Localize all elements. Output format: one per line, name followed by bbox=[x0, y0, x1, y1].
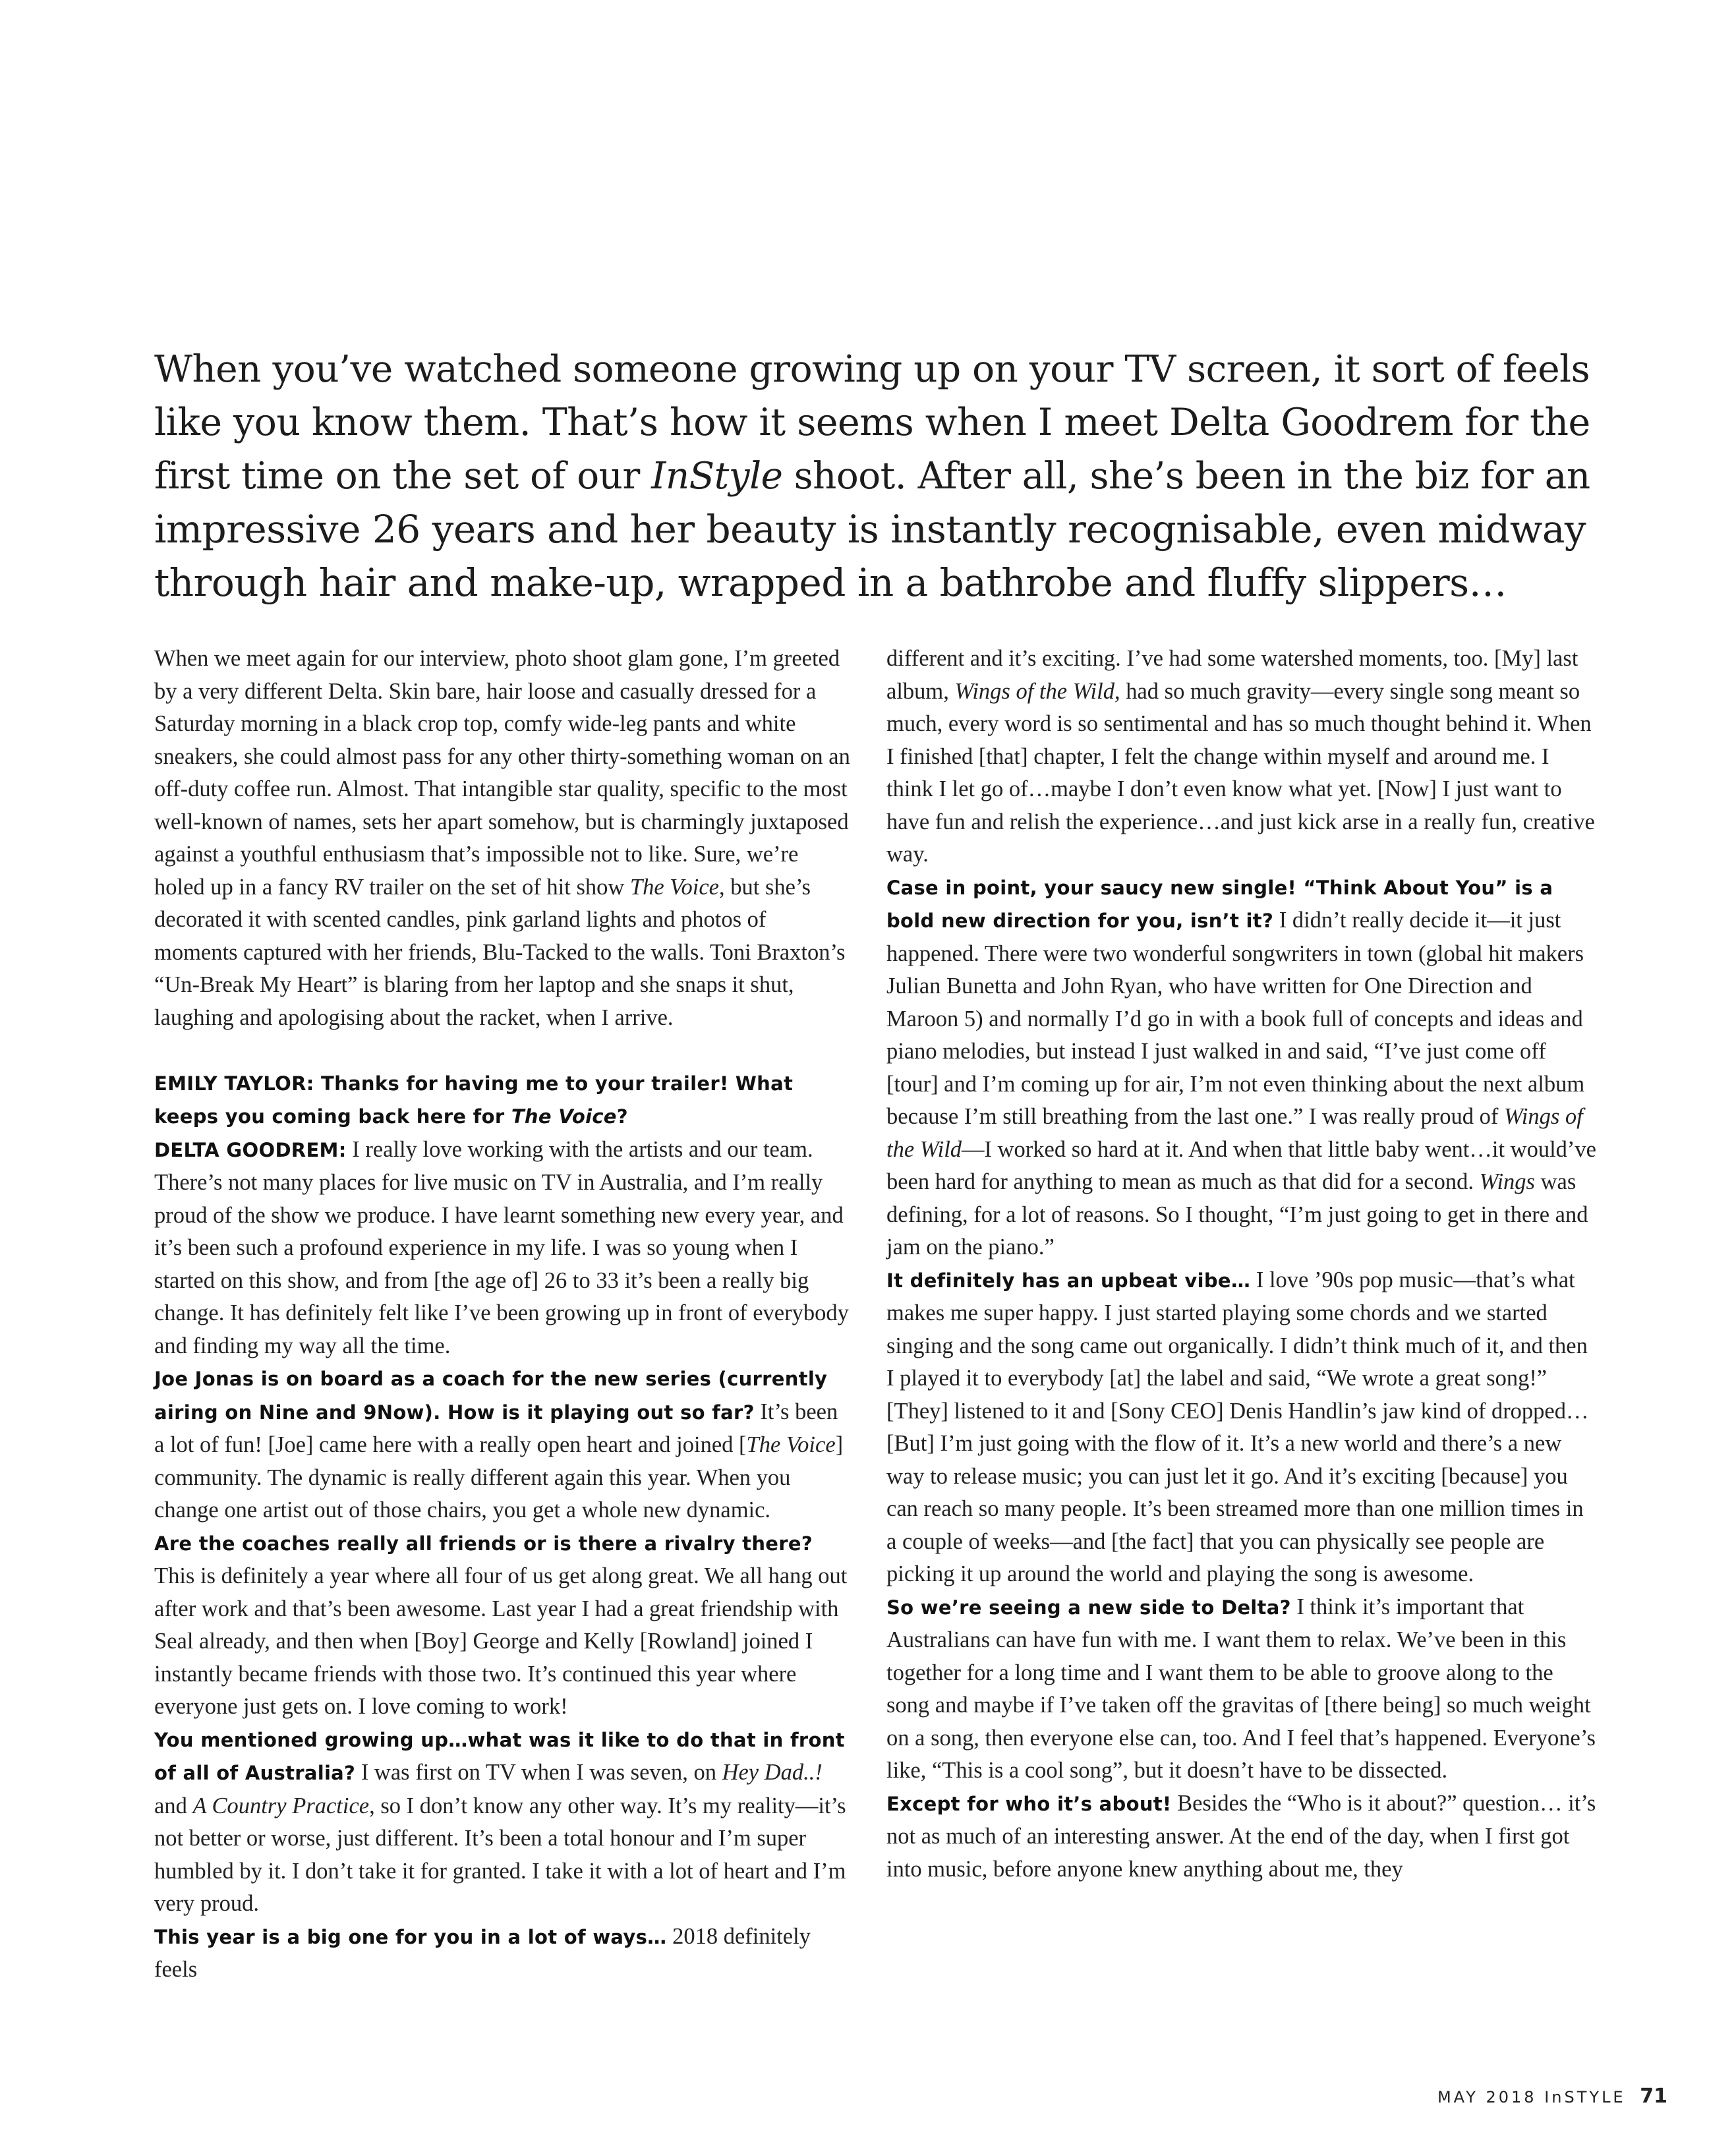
body-text: first time on the set of our bbox=[154, 455, 652, 498]
body-text: , so I don’t know any other way. It’s my reality—it’s not better or worse, just different. It’s been a total honour and I’m super humbled by it. I don’t take it for granted. I take it with a lot of heart and I’m very proud. bbox=[154, 1793, 846, 1916]
body-text: I didn’t really decide it—it just happened. There were two wonderful songwriters in town (global hit makers Julian Bunetta and John Ryan, who have written for One Direction and Maroon 5) and normally I’d go in with a book full of concepts and ideas and piano melodies, but instead I just walked in and said, “I’ve just come off [tour] and I’m coming up for air, I’m not even thinking about the next album because I’m still breathing from the last one.” I was really proud of bbox=[886, 908, 1585, 1129]
body-text: , had so much gravity—every single song meant so much, every word is so sentimental and has so much thought behind it. When I finished [that] chapter, I felt the change within myself and around me. I think I let go of…maybe I don’t even know what yet. [Now] I just want to have fun and relish the experience…and just kick arse in a really fun, creative way. bbox=[886, 678, 1595, 867]
body-text: ] community. The dynamic is really different again this year. When you change one artist out of those chairs, you get a whole new dynamic. bbox=[154, 1432, 844, 1523]
paragraph-gap bbox=[154, 1034, 853, 1067]
body-text: was defining, for a lot of reasons. So I thought, “I’m just going to get in there and jam on the piano.” bbox=[886, 1169, 1588, 1260]
article-paragraph bbox=[886, 643, 1598, 871]
body-text: Wings of the Wild bbox=[954, 678, 1114, 704]
body-text: Wings bbox=[1479, 1169, 1535, 1194]
body-text: , but she’s decorated it with scented candles, pink garland lights and photos of moments captured with her friends, Blu-Tacked to the walls. Toni Braxton’s “Un-Break My Heart” is blaring from her laptop and she snaps it shut, laughing and apologising about the racket, when I arrive. bbox=[154, 874, 846, 1030]
question-text: The Voice bbox=[511, 1105, 617, 1128]
question-text: EMILY TAYLOR: Thanks for having me to your trailer! What keeps you coming back here for bbox=[154, 1072, 794, 1128]
article-paragraph bbox=[886, 1264, 1598, 1591]
body-text: It’s been a lot of fun! [Joe] came here with a really open heart and joined [ bbox=[154, 1399, 838, 1457]
article-paragraph bbox=[886, 1591, 1598, 1787]
body-text: The Voice bbox=[629, 874, 719, 900]
question-text: This year is a big one for you in a lot of ways… bbox=[154, 1925, 667, 1948]
body-text: impressive 26 years and her beauty is instantly recognisable, even midway bbox=[154, 507, 1586, 552]
article-paragraph bbox=[154, 1921, 853, 1987]
question-text: It definitely has an upbeat vibe… bbox=[886, 1269, 1251, 1292]
article-paragraph bbox=[154, 1067, 853, 1134]
body-text: I really love working with the artists and our team. There’s not many places for live music on TV in Australia, and I’m really proud of the show we produce. I have learnt something new every year, and it’s been such a profound experience in my life. I was so young when I started on this show, and from [the age of] 26 to 33 it’s been a really big change. It has definitely felt like I’ve been growing up in front of everybody and finding my way all the time. bbox=[154, 1136, 849, 1358]
folio-issue: MAY 2018 bbox=[1437, 2088, 1537, 2106]
body-text: I think it’s important that Australians can have fun with me. I want them to relax. We’ve been in this together for a long time and I want them to be able to groove along to the song and maybe if I’ve taken off the gravitas of [there being] so much weight on a song, then everyone else can, too. And I feel that’s happened. Everyone’s like, “This is a cool song”, but it doesn’t have to be dissected. bbox=[886, 1594, 1596, 1783]
article-paragraph bbox=[886, 871, 1598, 1264]
body-text: and bbox=[154, 1793, 193, 1818]
body-text: I love ’90s pop music—that’s what makes me super happy. I just started playing some chords and we started singing and the song came out organically. I didn’t think much of it, and then I played it to everybody [at] the label and said, “We wrote a great song!” [They] listened to it and [Sony CEO] Denis Handlin’s jaw kind of dropped…[But] I’m just going with the flow of it. It’s a new world and there’s a new way to release music; you can just let it go. And it’s exciting [because] you can reach so many people. It’s been streamed more than one million times in a couple of weeks—and [the fact] that you can physically see people are picking it up around the world and playing the song is awesome. bbox=[886, 1267, 1589, 1586]
question-text: Except for who it’s about! bbox=[886, 1792, 1172, 1815]
intro-line bbox=[154, 556, 1591, 610]
question-text: ? bbox=[616, 1105, 628, 1128]
intro-line bbox=[154, 343, 1591, 396]
page-folio bbox=[1437, 2085, 1667, 2108]
body-text: This is definitely a year where all four of us get along great. We all hang out after work and that’s been awesome. Last year I had a great friendship with Seal already, and then when [Boy] George and Kelly [Rowland] joined I instantly became friends with those two. It’s continued this year where everyone just gets on. I love coming to work! bbox=[154, 1563, 848, 1719]
article-paragraph bbox=[154, 1134, 853, 1363]
body-text: The Voice bbox=[746, 1432, 836, 1457]
body-text: I was first on TV when I was seven, on bbox=[355, 1760, 722, 1785]
body-text: Besides the “Who is it about?” question… it’s not as much of an interesting answer. At the end of the day, when I first got into music, before anyone knew anything about me, they bbox=[886, 1790, 1596, 1882]
body-text: Wings of the Wild bbox=[886, 1104, 1583, 1162]
body-text: A Country Practice bbox=[192, 1793, 370, 1818]
intro-line bbox=[154, 450, 1591, 503]
question-text: Case in point, your saucy new single! “Think About You” is a bold new direction for you, isn’t it? bbox=[886, 876, 1553, 932]
article-paragraph bbox=[154, 1724, 853, 1921]
intro-standfirst bbox=[154, 343, 1591, 610]
article-column-right bbox=[886, 643, 1598, 1886]
body-text: —I worked so hard at it. And when that little baby went…it would’ve been hard for anything to mean as much as that did for a second. bbox=[886, 1136, 1596, 1194]
question-text: Are the coaches really all friends or is there a rivalry there? bbox=[154, 1532, 813, 1555]
body-text: different and it’s exciting. I’ve had some watershed moments, too. [My] last album, bbox=[886, 646, 1578, 704]
article-paragraph bbox=[154, 643, 853, 1034]
body-text: like you know them. That’s how it seems when I meet Delta Goodrem for the bbox=[154, 401, 1590, 444]
question-text: So we’re seeing a new side to Delta? bbox=[886, 1596, 1291, 1619]
question-text: Joe Jonas is on board as a coach for the new series (currently airing on Nine and 9Now). How is it playing out so far? bbox=[154, 1368, 828, 1424]
body-text: When you’ve watched someone growing up on your TV screen, it sort of feels bbox=[154, 348, 1590, 391]
intro-line bbox=[154, 396, 1591, 450]
article-column-left bbox=[154, 643, 853, 1987]
body-text: shoot. After all, she’s been in the biz for an bbox=[782, 455, 1590, 498]
folio-magazine: InSTYLE bbox=[1544, 2088, 1626, 2106]
article-paragraph bbox=[154, 1527, 853, 1724]
body-text: through hair and make-up, wrapped in a bathrobe and fluffy slippers… bbox=[154, 560, 1507, 605]
question-text: DELTA GOODREM: bbox=[154, 1138, 347, 1161]
article-paragraph bbox=[886, 1787, 1598, 1886]
folio-page-number: 71 bbox=[1640, 2085, 1667, 2108]
article-paragraph bbox=[154, 1362, 853, 1527]
body-text: 2018 definitely feels bbox=[154, 1923, 811, 1982]
body-text: Hey Dad..! bbox=[722, 1760, 823, 1785]
body-text: When we meet again for our interview, photo shoot glam gone, I’m greeted by a very different Delta. Skin bare, hair loose and casually dressed for a Saturday morning in a black crop top, comfy wide-leg pants and white sneakers, she could almost pass for any other thirty-something woman on an off-duty coffee run. Almost. That intangible star quality, specific to the most well-known of names, sets her apart somehow, but is charmingly juxtaposed against a youthful enthusiasm that’s impossible not to like. Sure, we’re holed up in a fancy RV trailer on the set of hit show bbox=[154, 646, 850, 900]
question-text: You mentioned growing up…what was it like to do that in front of all of Australia? bbox=[154, 1728, 845, 1784]
body-text: InStyle bbox=[651, 455, 783, 498]
intro-line bbox=[154, 503, 1591, 556]
